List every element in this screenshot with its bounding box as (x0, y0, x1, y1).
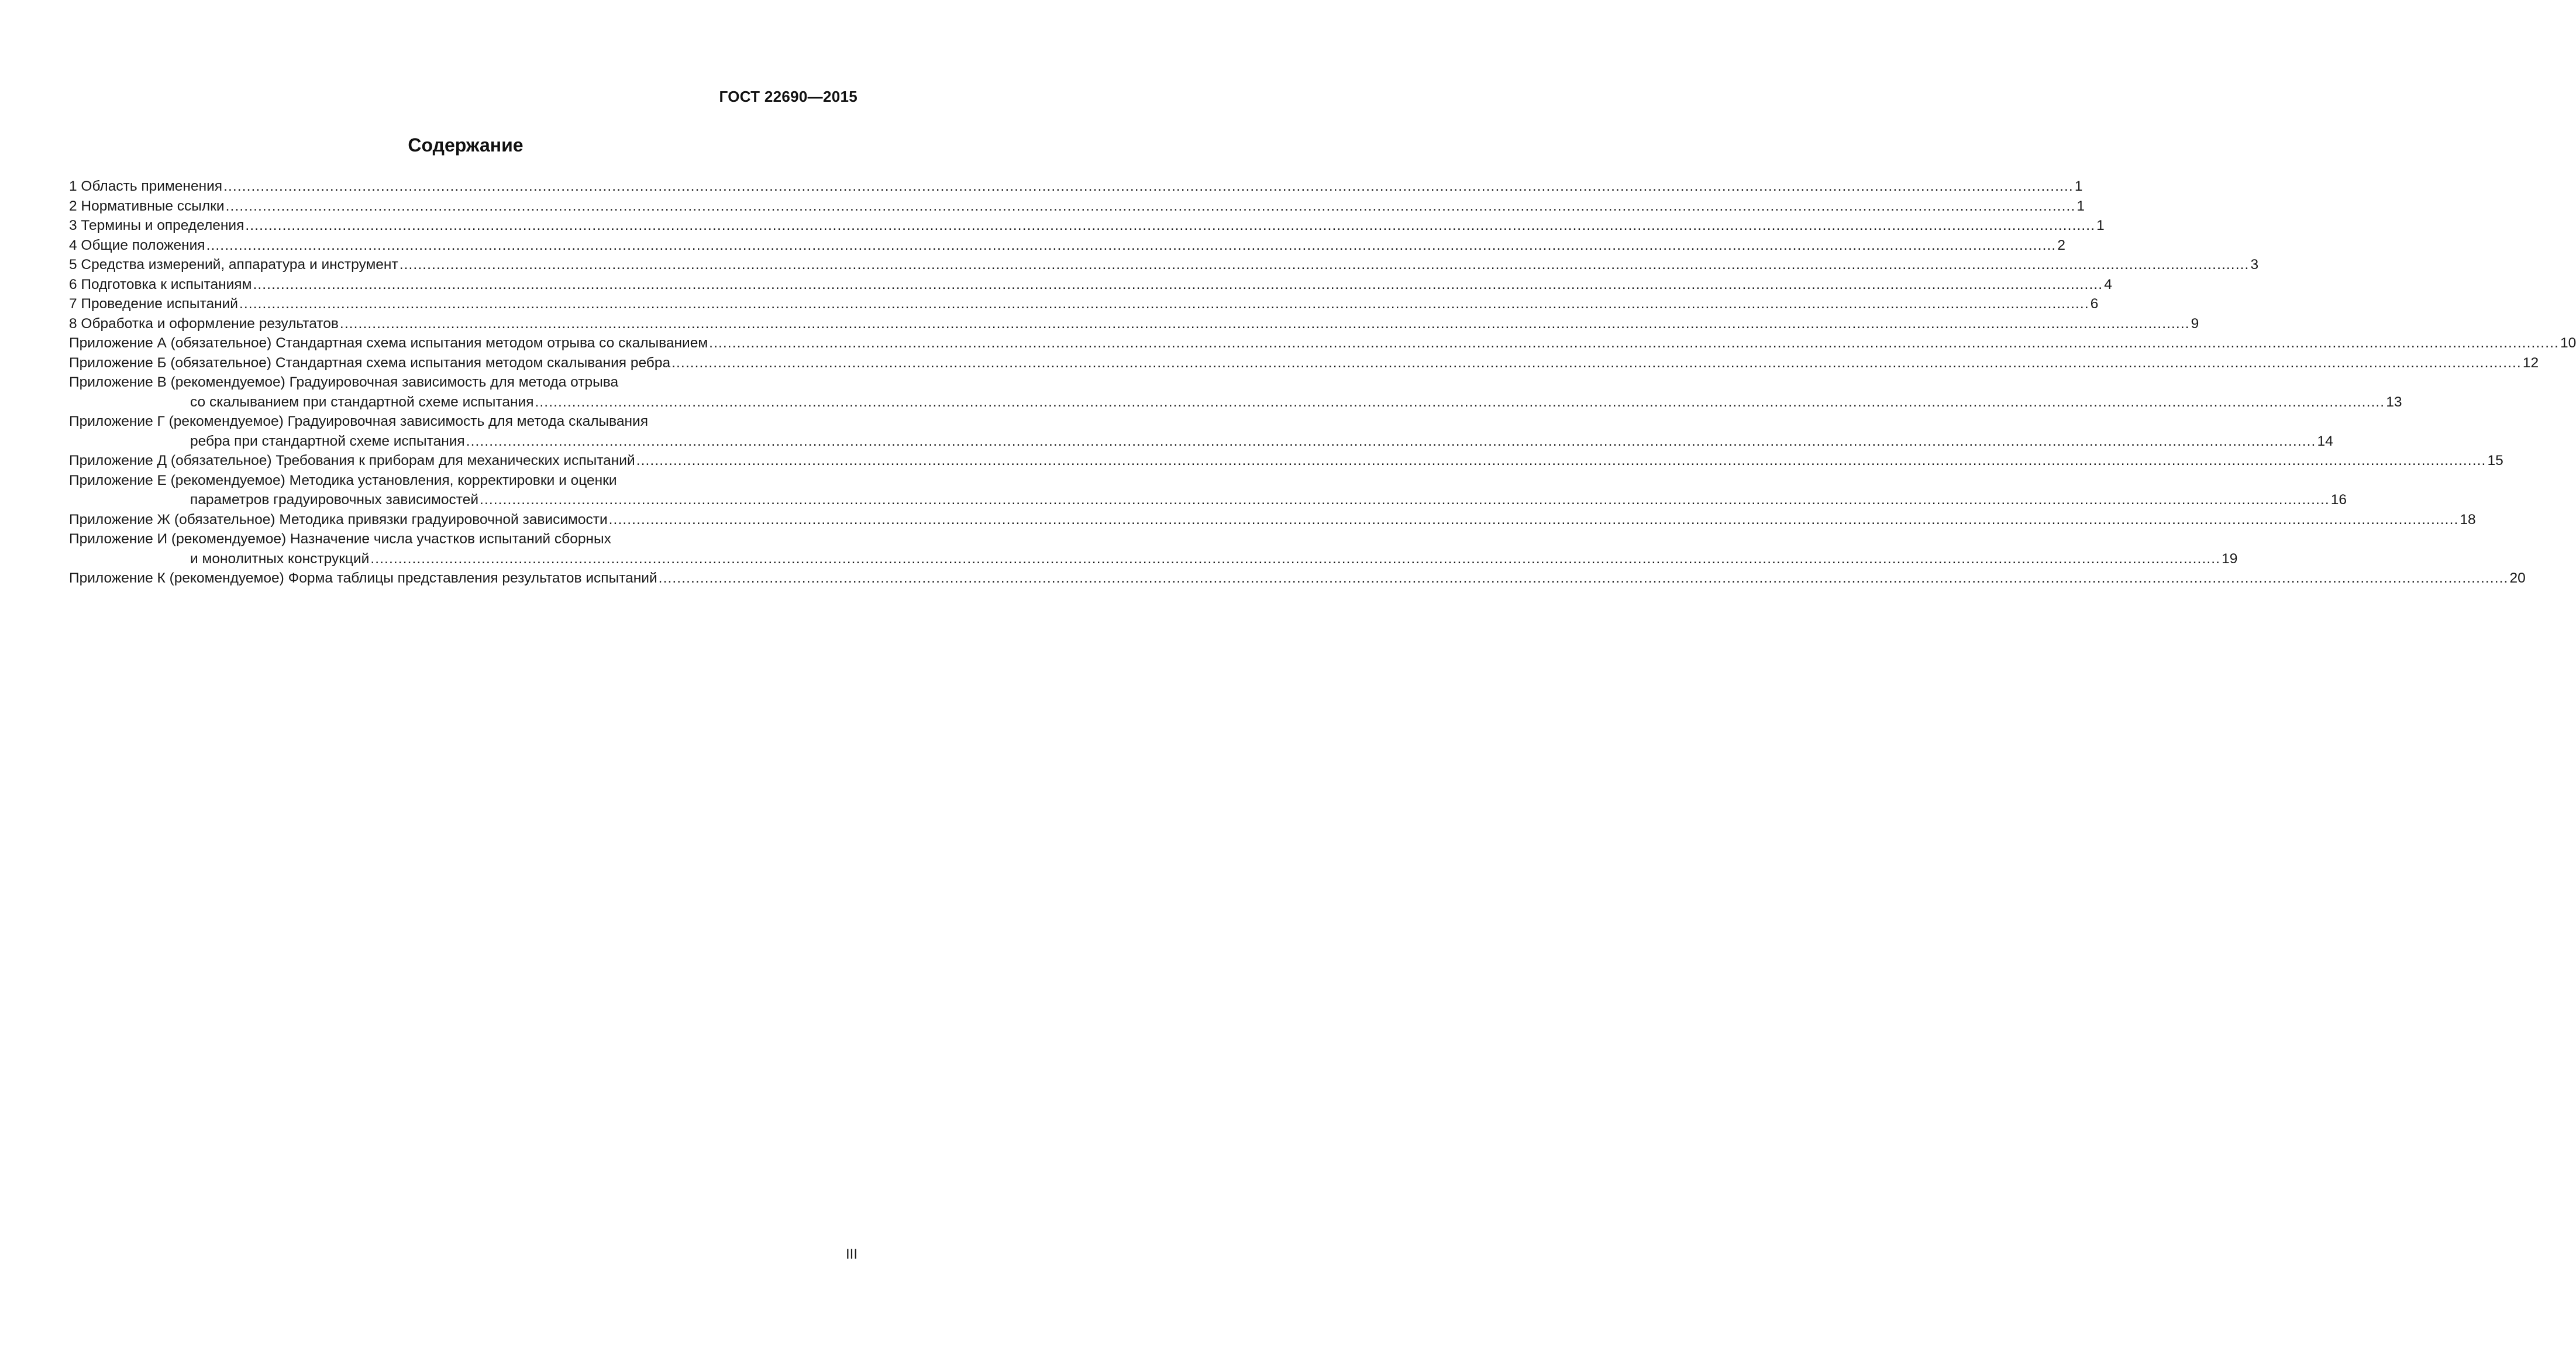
toc-entry-page: 12 (2522, 354, 2539, 371)
toc-entry-label: Приложение Б (обязательное) Стандартная схема испытания методом скалывания ребра (69, 354, 671, 371)
toc-leader-dots: ................................................................................................................................................................................................................................................................................................................................................................................................................ (253, 276, 2103, 292)
toc-entry-continuation: ребра при стандартной схеме испытания (190, 433, 465, 449)
toc-entry-continuation-row (69, 432, 2333, 452)
toc-entry (69, 236, 2065, 256)
toc-entry-label: 6 Подготовка к испытаниям (69, 276, 252, 292)
toc-entry-page: 4 (2104, 276, 2112, 292)
toc-entry (69, 451, 2503, 471)
toc-entry-label: 3 Термины и определения (69, 218, 244, 233)
toc-entry (69, 314, 2199, 334)
toc-entry-page: 14 (2317, 433, 2333, 449)
toc-entry-label: 5 Средства измерений, аппаратура и инструмент (69, 257, 398, 273)
toc-entry-page: 3 (2250, 257, 2259, 273)
toc-entry-page: 20 (2509, 570, 2526, 586)
toc-entry (69, 568, 2526, 588)
toc-leader-dots: ................................................................................................................................................................................................................................................................................................................................................................................................................ (245, 218, 2096, 233)
toc-leader-dots: ................................................................................................................................................................................................................................................................................................................................................................................................................ (466, 433, 2316, 449)
toc-entry (69, 177, 2083, 197)
toc-leader-dots: ................................................................................................................................................................................................................................................................................................................................................................................................................ (636, 453, 2487, 468)
table-of-contents (69, 177, 2576, 588)
toc-entry-page: 13 (2386, 394, 2402, 410)
toc-leader-dots: ................................................................................................................................................................................................................................................................................................................................................................................................................ (370, 550, 2221, 567)
toc-entry-label: Приложение Д (обязательное) Требования к приборам для механических испытаний (69, 453, 635, 468)
toc-entry-continuation-row (69, 392, 2402, 412)
toc-entry (69, 275, 2112, 295)
toc-leader-dots: ................................................................................................................................................................................................................................................................................................................................................................................................................ (658, 570, 2509, 586)
toc-entry-label: Приложение К (рекомендуемое) Форма таблицы представления результатов испытаний (69, 570, 657, 586)
toc-entry-continuation: параметров градуировочных зависимостей (190, 492, 479, 508)
toc-entry-continuation: со скалыванием при стандартной схеме испытания (190, 394, 534, 410)
toc-entry-page: 2 (2057, 237, 2065, 253)
toc-leader-dots: ................................................................................................................................................................................................................................................................................................................................................................................................................ (399, 257, 2250, 273)
toc-leader-dots: ................................................................................................................................................................................................................................................................................................................................................................................................................ (206, 237, 2057, 253)
toc-entry-label: 2 Нормативные ссылки (69, 198, 225, 214)
toc-entry (69, 353, 2539, 373)
toc-entry-page: 19 (2222, 550, 2238, 567)
toc-entry-page: 15 (2487, 453, 2503, 468)
toc-entry-label: 4 Общие положения (69, 237, 205, 253)
toc-entry-label: Приложение Ж (обязательное) Методика привязки градуировочной зависимости (69, 511, 608, 528)
toc-entry (69, 255, 2259, 275)
toc-entry (69, 510, 2476, 530)
toc-entry (69, 216, 2105, 236)
toc-leader-dots: ................................................................................................................................................................................................................................................................................................................................................................................................................ (608, 511, 2459, 528)
toc-leader-dots: ................................................................................................................................................................................................................................................................................................................................................................................................................ (239, 296, 2089, 312)
toc-entry (69, 294, 2099, 314)
toc-entry (69, 471, 857, 491)
toc-leader-dots: ................................................................................................................................................................................................................................................................................................................................................................................................................ (223, 178, 2074, 194)
toc-entry-page: 10 (2560, 335, 2576, 351)
toc-entry-page: 1 (2076, 198, 2085, 214)
toc-entry-label: Приложение И (рекомендуемое) Назначение числа участков испытаний сборных (69, 531, 611, 547)
toc-entry-label: Приложение Е (рекомендуемое) Методика установления, корректировки и оценки (69, 472, 617, 488)
toc-entry-continuation: и монолитных конструкций (190, 550, 370, 567)
toc-entry-page: 16 (2330, 492, 2347, 508)
toc-entry-label: Приложение В (рекомендуемое) Градуировочная зависимость для метода отрыва (69, 374, 619, 390)
toc-entry-label: 1 Область применения (69, 178, 223, 194)
toc-leader-dots: ................................................................................................................................................................................................................................................................................................................................................................................................................ (339, 315, 2190, 332)
page-number: III (845, 1246, 857, 1262)
toc-leader-dots: ................................................................................................................................................................................................................................................................................................................................................................................................................ (480, 492, 2330, 508)
toc-entry-label: 7 Проведение испытаний (69, 296, 238, 312)
toc-entry-label: Приложение А (обязательное) Стандартная схема испытания методом отрыва со скалыванием (69, 335, 708, 351)
toc-leader-dots: ................................................................................................................................................................................................................................................................................................................................................................................................................ (709, 335, 2559, 351)
toc-entry (69, 197, 2085, 216)
toc-entry-label: Приложение Г (рекомендуемое) Градуировочная зависимость для метода скалывания (69, 413, 648, 429)
toc-entry (69, 373, 857, 392)
toc-entry-page: 9 (2191, 315, 2199, 332)
document-code: ГОСТ 22690—2015 (719, 88, 857, 105)
toc-entry-label: 8 Обработка и оформление результатов (69, 315, 339, 332)
toc-entry-page: 18 (2460, 511, 2476, 528)
toc-entry-continuation-row (69, 549, 2238, 569)
toc-entry-page: 6 (2090, 296, 2099, 312)
toc-entry (69, 412, 857, 432)
toc-leader-dots: ................................................................................................................................................................................................................................................................................................................................................................................................................ (535, 394, 2385, 410)
toc-entry-page: 1 (2096, 218, 2105, 233)
toc-entry (69, 333, 2576, 353)
page-title: Содержание (408, 135, 524, 156)
toc-leader-dots: ................................................................................................................................................................................................................................................................................................................................................................................................................ (671, 354, 2522, 371)
toc-entry-continuation-row (69, 490, 2347, 510)
toc-entry (69, 529, 857, 549)
toc-entry-page: 1 (2074, 178, 2083, 194)
toc-leader-dots: ................................................................................................................................................................................................................................................................................................................................................................................................................ (225, 198, 2076, 214)
